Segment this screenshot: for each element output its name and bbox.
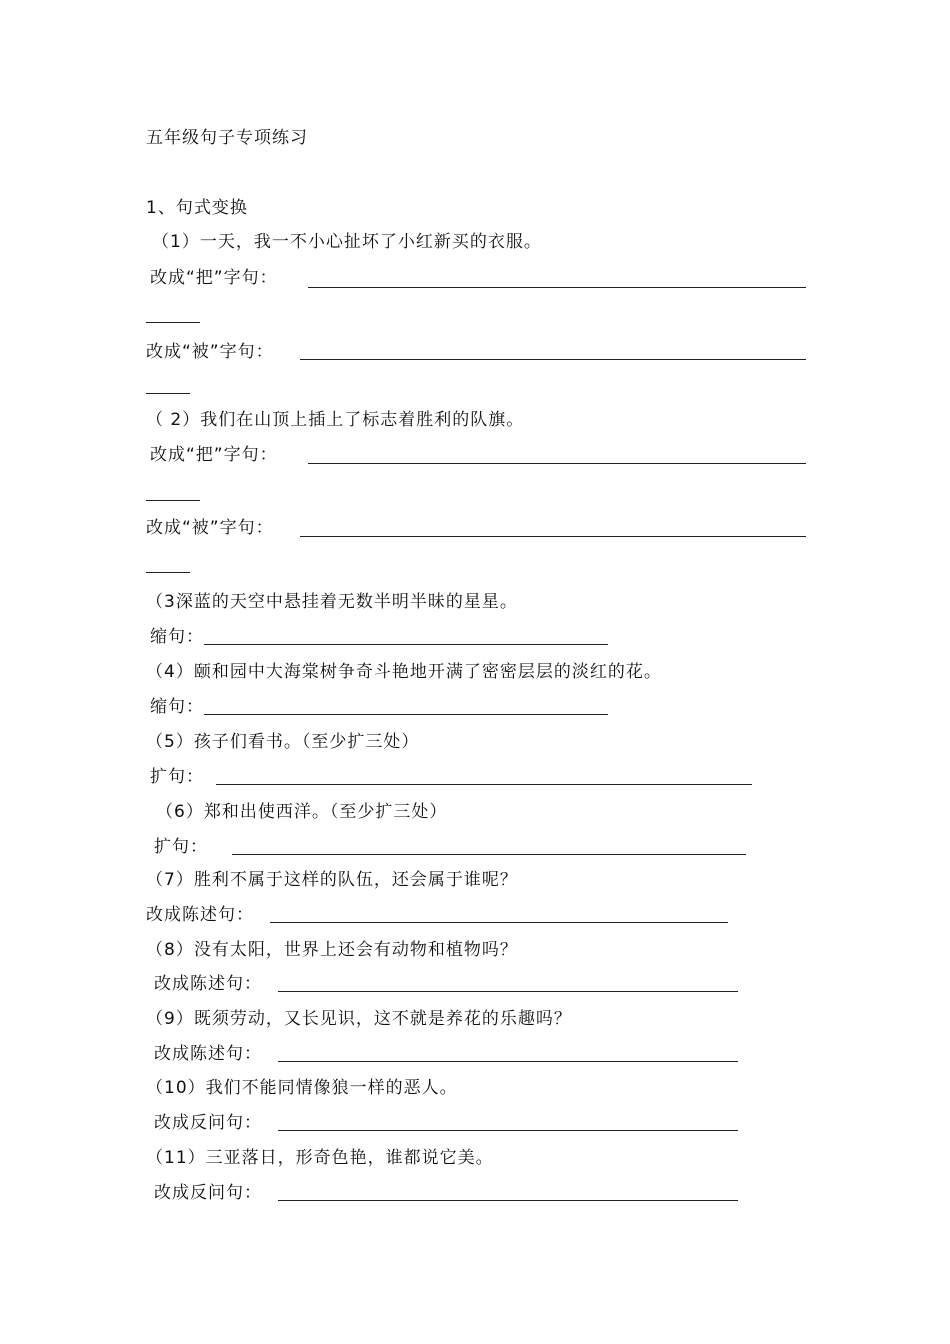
q2-ba-answer-line[interactable] — [308, 463, 806, 464]
section-heading: 1、句式变换 — [146, 198, 248, 218]
q1-bei-answer-line-cont[interactable] — [146, 393, 190, 394]
q4-prompt: 缩句： — [150, 697, 204, 717]
q5-answer-line[interactable] — [216, 784, 752, 785]
question-8: （8）没有太阳，世界上还会有动物和植物吗？ — [146, 940, 518, 960]
q2-bei-answer-line-cont[interactable] — [146, 572, 190, 573]
q6-prompt: 扩句： — [154, 837, 208, 857]
q1-ba-answer-line[interactable] — [308, 287, 806, 288]
q2-ba-prompt: 改成“把”字句： — [150, 445, 278, 465]
question-4: （4）颐和园中大海棠树争奇斗艳地开满了密密层层的淡红的花。 — [146, 662, 662, 682]
q4-answer-line[interactable] — [204, 714, 608, 715]
q1-ba-prompt: 改成“把”字句： — [150, 268, 278, 288]
q5-prompt: 扩句： — [150, 767, 204, 787]
question-7: （7）胜利不属于这样的队伍，还会属于谁呢？ — [146, 870, 518, 890]
q3-prompt: 缩句： — [150, 627, 204, 647]
question-5: （5）孩子们看书。（至少扩三处） — [146, 732, 420, 752]
question-9: （9）既须劳动，又长见识，这不就是养花的乐趣吗？ — [146, 1009, 572, 1029]
q8-answer-line[interactable] — [278, 991, 738, 992]
q1-ba-answer-line-cont[interactable] — [146, 322, 200, 323]
q2-ba-answer-line-cont[interactable] — [146, 500, 200, 501]
page-title: 五年级句子专项练习 — [146, 128, 308, 148]
question-10: （10）我们不能同情像狼一样的恶人。 — [146, 1078, 458, 1098]
q7-answer-line[interactable] — [270, 922, 728, 923]
q2-bei-answer-line[interactable] — [300, 536, 806, 537]
q7-prompt: 改成陈述句： — [146, 905, 254, 925]
question-3: （3深蓝的天空中悬挂着无数半明半昧的星星。 — [146, 592, 518, 612]
q2-bei-prompt: 改成“被”字句： — [146, 518, 274, 538]
q10-prompt: 改成反问句： — [154, 1113, 262, 1133]
q3-answer-line[interactable] — [204, 644, 608, 645]
question-2: （ 2）我们在山顶上插上了标志着胜利的队旗。 — [146, 410, 525, 430]
q6-answer-line[interactable] — [232, 854, 746, 855]
question-6: （6）郑和出使西洋。（至少扩三处） — [156, 802, 448, 822]
q8-prompt: 改成陈述句： — [154, 974, 262, 994]
question-11: （11）三亚落日，形奇色艳，谁都说它美。 — [146, 1148, 494, 1168]
q1-bei-prompt: 改成“被”字句： — [146, 342, 274, 362]
q11-answer-line[interactable] — [278, 1200, 738, 1201]
q9-prompt: 改成陈述句： — [154, 1044, 262, 1064]
q10-answer-line[interactable] — [278, 1130, 738, 1131]
q9-answer-line[interactable] — [278, 1061, 738, 1062]
q11-prompt: 改成反问句： — [154, 1183, 262, 1203]
question-1: （1）一天，我一不小心扯坏了小红新买的衣服。 — [152, 232, 542, 252]
q1-bei-answer-line[interactable] — [300, 359, 806, 360]
